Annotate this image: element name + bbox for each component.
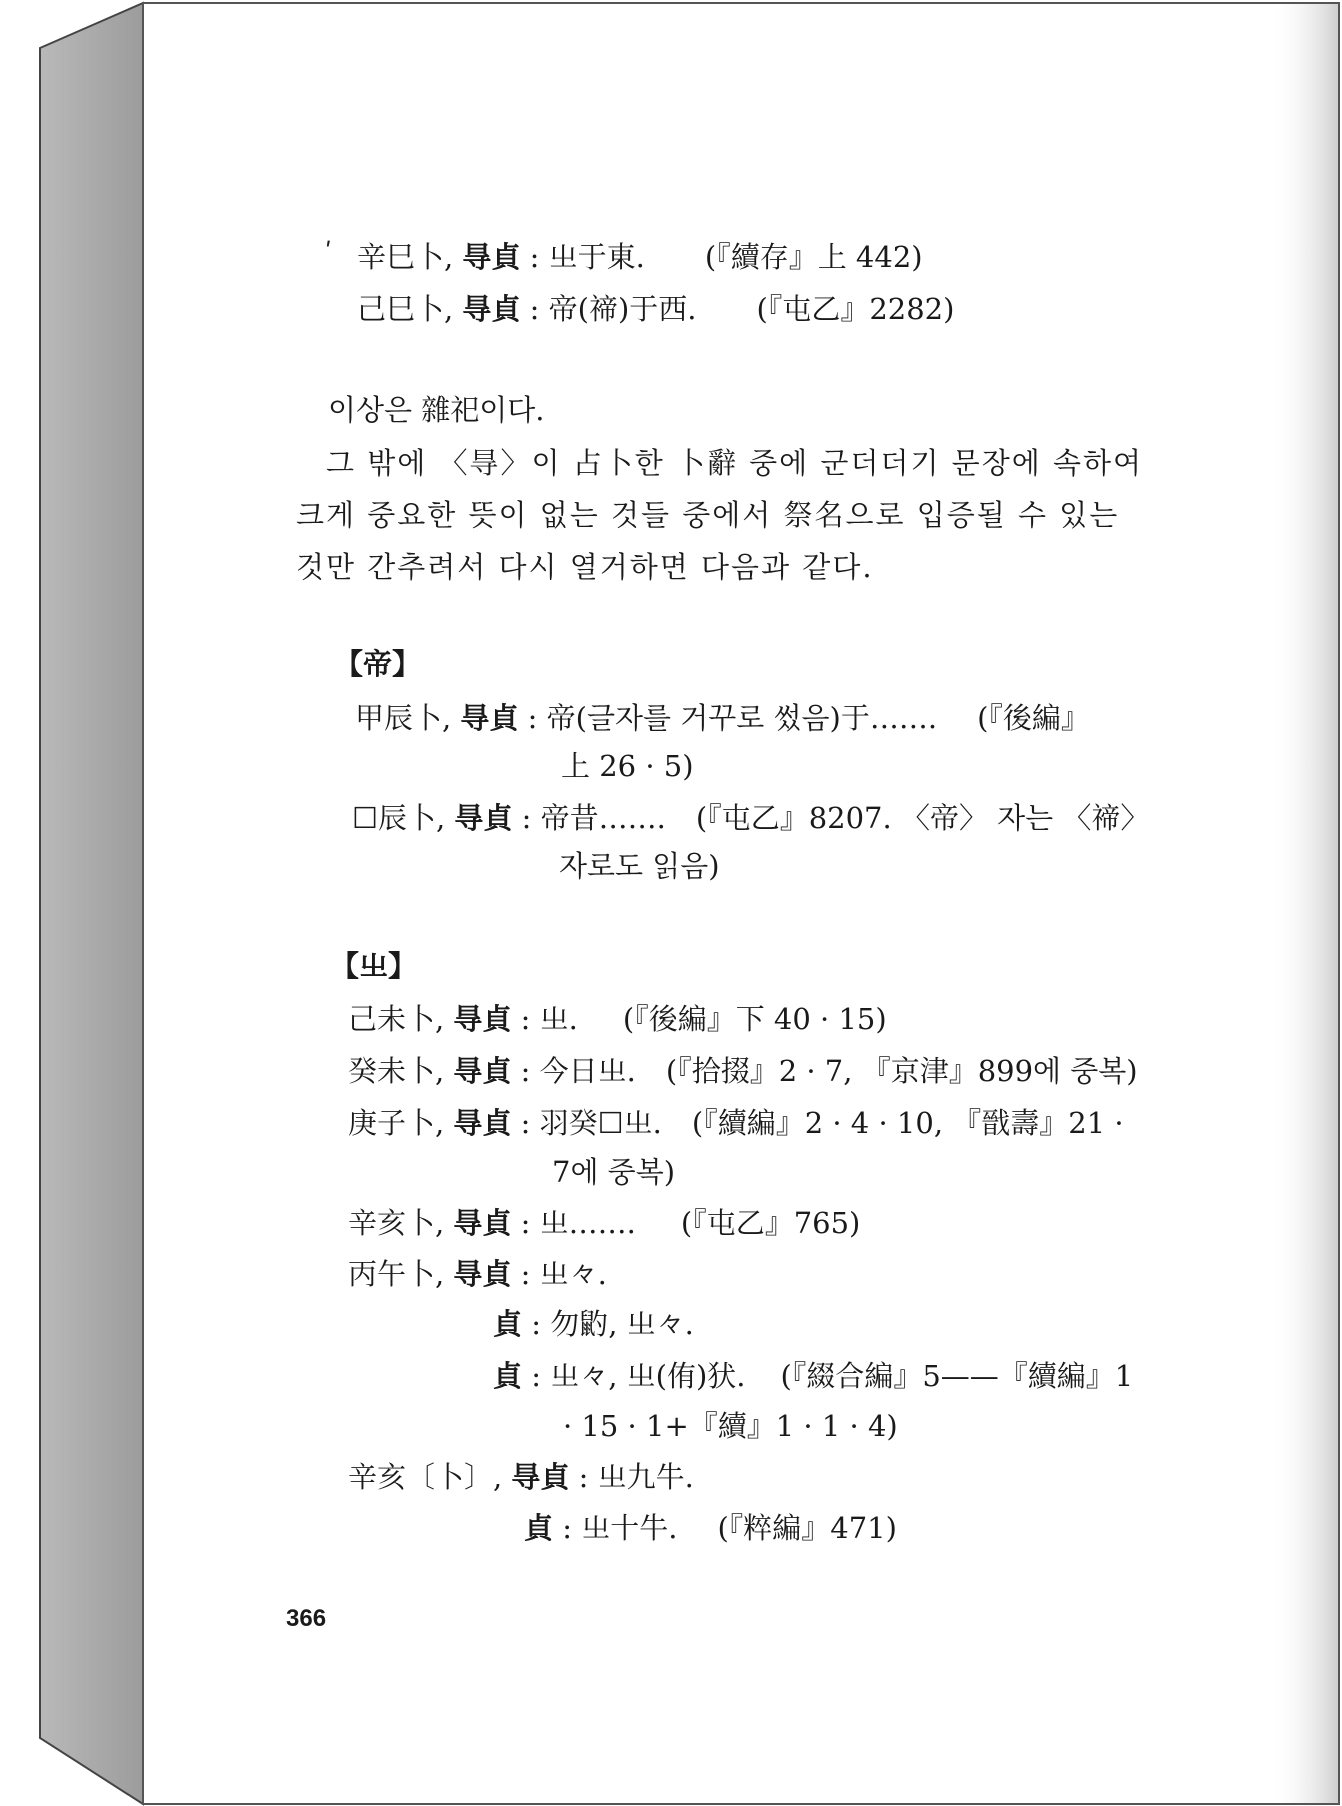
entry-line: 貞 : 㞢𠚤, 㞢(侑)犾. (『綴合編』5——『續編』1 <box>493 1359 1134 1393</box>
citation: (『屯乙』8207. 〈帝〉 자는 〈禘〉 <box>695 801 1150 835</box>
entry-line: 貞 : 㞢十牛. (『粹編』471) <box>524 1511 897 1545</box>
citation: (『綴合編』5——『續編』1 <box>780 1359 1134 1393</box>
page-number: 366 <box>286 1605 327 1632</box>
entry-line: 癸未卜, 㝵貞 : 今日㞢. (『拾掇』2 · 7, 『京津』899에 중복) <box>348 1054 1138 1088</box>
entry-continuation: · 15 · 1+『續』1 · 1 · 4) <box>563 1409 898 1443</box>
entry-line: 丙午卜, 㝵貞 : 㞢𠚤. <box>348 1257 607 1291</box>
entry-line: 貞 : 勿䶂, 㞢𠚤. <box>493 1307 694 1341</box>
paragraph-line: 그 밖에 〈㝵〉이 占卜한 卜辭 중에 군더더기 문장에 속하여 <box>326 446 1143 480</box>
entry-line: 庚子卜, 㝵貞 : 羽癸☐㞢. (『續編』2 · 4 · 10, 『戩壽』21 · <box>348 1106 1124 1140</box>
citation: (『後編』下 40 · 15) <box>622 1002 887 1036</box>
citation: (『屯乙』2282) <box>756 292 955 326</box>
section-heading: 【㞢】 <box>330 949 418 983</box>
citation: (『屯乙』765) <box>680 1206 861 1240</box>
paragraph-line: 크게 중요한 뜻이 없는 것들 중에서 祭名으로 입증될 수 있는 <box>296 498 1120 532</box>
citation: (『粹編』471) <box>717 1511 897 1545</box>
entry-line: 辛亥卜, 㝵貞 : 㞢……. (『屯乙』765) <box>348 1206 861 1240</box>
citation: (『續編』2 · 4 · 10, 『戩壽』21 · <box>691 1106 1124 1140</box>
citation: (『拾掇』2 · 7, 『京津』899에 중복) <box>665 1054 1138 1088</box>
stray-mark: ʹ <box>325 238 332 266</box>
citation: (『後編』 <box>977 701 1090 735</box>
text-line-2: 己巳卜, 㝵貞 : 帝(禘)于西. (『屯乙』2282) <box>357 292 955 326</box>
entry-continuation: 자로도 읽음) <box>559 849 720 883</box>
entry-continuation: 7에 중복) <box>552 1155 676 1189</box>
text-line-1: 辛巳卜, 㝵貞 : 㞢于東. (『續存』上 442) <box>357 240 923 274</box>
entry-line: 己未卜, 㝵貞 : 㞢. (『後編』下 40 · 15) <box>348 1002 887 1036</box>
citation: (『續存』上 442) <box>704 240 923 274</box>
paragraph-summary: 이상은 雜祀이다. <box>328 393 545 427</box>
entry-continuation: 上 26 · 5) <box>561 749 694 783</box>
entry-line: ☐辰卜, 㝵貞 : 帝昔……. (『屯乙』8207. 〈帝〉 자는 〈禘〉 <box>352 801 1150 835</box>
entry-line: 甲辰卜, 㝵貞 : 帝(글자를 거꾸로 썼음)于……. (『後編』 <box>355 701 1090 735</box>
section-heading: 【帝】 <box>334 647 422 681</box>
paragraph-line: 것만 간추려서 다시 열거하면 다음과 같다. <box>296 550 874 584</box>
entry-line: 辛亥〔卜〕, 㝵貞 : 㞢九牛. <box>348 1460 694 1494</box>
